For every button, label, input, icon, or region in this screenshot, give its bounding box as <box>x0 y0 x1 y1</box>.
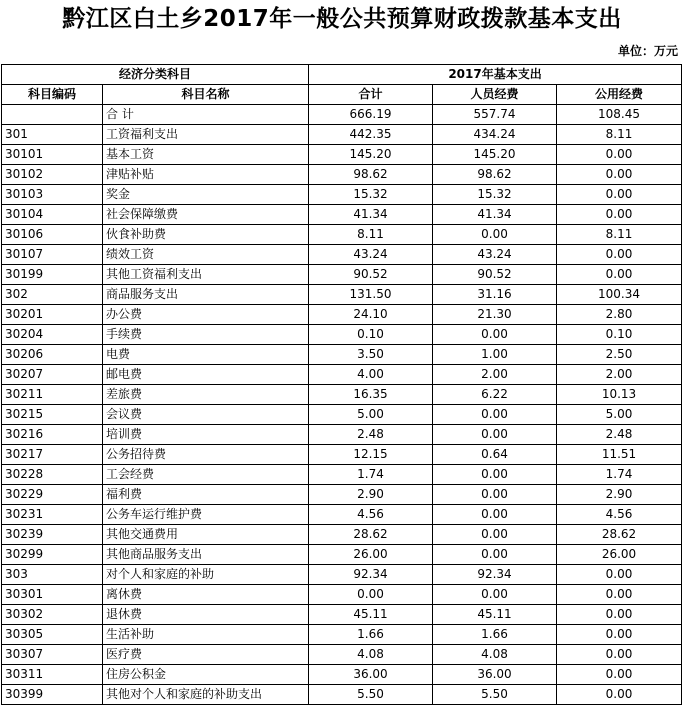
table-row <box>2 345 682 365</box>
budget-table <box>1 64 682 705</box>
row-code: 30216 <box>2 425 103 445</box>
row-name: 津贴补贴 <box>103 165 309 185</box>
row-personnel: 21.30 <box>433 305 557 325</box>
total-public: 108.45 <box>557 105 682 125</box>
row-public: 0.00 <box>557 605 682 625</box>
row-public: 1.74 <box>557 465 682 485</box>
row-public: 0.00 <box>557 205 682 225</box>
row-code: 30207 <box>2 365 103 385</box>
table-row <box>2 485 682 505</box>
row-total: 90.52 <box>309 265 433 285</box>
row-public: 0.00 <box>557 645 682 665</box>
row-code: 30199 <box>2 265 103 285</box>
row-name: 伙食补助费 <box>103 225 309 245</box>
header-public: 公用经费 <box>557 85 682 105</box>
row-name: 公务车运行维护费 <box>103 505 309 525</box>
row-code: 30103 <box>2 185 103 205</box>
row-code: 303 <box>2 565 103 585</box>
row-name: 手续费 <box>103 325 309 345</box>
row-code: 30211 <box>2 385 103 405</box>
table-row <box>2 245 682 265</box>
row-personnel: 0.00 <box>433 585 557 605</box>
row-personnel: 0.00 <box>433 425 557 445</box>
table-row <box>2 685 682 705</box>
row-name: 电费 <box>103 345 309 365</box>
table-row <box>2 185 682 205</box>
row-name: 办公费 <box>103 305 309 325</box>
row-personnel: 145.20 <box>433 145 557 165</box>
header-code: 科目编码 <box>2 85 103 105</box>
row-code: 30206 <box>2 345 103 365</box>
row-total: 1.66 <box>309 625 433 645</box>
row-code: 30302 <box>2 605 103 625</box>
row-name: 其他商品服务支出 <box>103 545 309 565</box>
page-title: 黔江区白土乡2017年一般公共预算财政拨款基本支出 <box>62 6 622 32</box>
table-row <box>2 545 682 565</box>
row-public: 100.34 <box>557 285 682 305</box>
row-code: 30201 <box>2 305 103 325</box>
table-row <box>2 225 682 245</box>
total-row <box>2 105 682 125</box>
row-name: 商品服务支出 <box>103 285 309 305</box>
row-personnel: 0.00 <box>433 545 557 565</box>
row-total: 0.00 <box>309 585 433 605</box>
row-total: 4.08 <box>309 645 433 665</box>
row-total: 3.50 <box>309 345 433 365</box>
row-personnel: 1.00 <box>433 345 557 365</box>
row-public: 0.00 <box>557 565 682 585</box>
unit-label: 单位：万元 <box>617 44 678 58</box>
row-name: 离休费 <box>103 585 309 605</box>
row-name: 奖金 <box>103 185 309 205</box>
header-year-expense: 2017年基本支出 <box>309 65 682 85</box>
row-personnel: 6.22 <box>433 385 557 405</box>
row-personnel: 0.00 <box>433 465 557 485</box>
table-row <box>2 365 682 385</box>
row-code: 30102 <box>2 165 103 185</box>
row-name: 绩效工资 <box>103 245 309 265</box>
row-total: 15.32 <box>309 185 433 205</box>
row-public: 0.00 <box>557 185 682 205</box>
table-row <box>2 465 682 485</box>
row-total: 28.62 <box>309 525 433 545</box>
row-total: 41.34 <box>309 205 433 225</box>
row-total: 5.50 <box>309 685 433 705</box>
row-public: 0.00 <box>557 665 682 685</box>
table-row <box>2 145 682 165</box>
row-name: 工会经费 <box>103 465 309 485</box>
table-row <box>2 305 682 325</box>
row-code: 30307 <box>2 645 103 665</box>
row-public: 11.51 <box>557 445 682 465</box>
table-row <box>2 405 682 425</box>
row-personnel: 15.32 <box>433 185 557 205</box>
row-name: 福利费 <box>103 485 309 505</box>
budget-table-body <box>2 65 682 705</box>
table-row <box>2 205 682 225</box>
row-personnel: 0.00 <box>433 405 557 425</box>
row-public: 8.11 <box>557 125 682 145</box>
row-personnel: 0.00 <box>433 325 557 345</box>
row-public: 2.90 <box>557 485 682 505</box>
row-total: 4.00 <box>309 365 433 385</box>
total-total: 666.19 <box>309 105 433 125</box>
row-total: 5.00 <box>309 405 433 425</box>
row-code: 302 <box>2 285 103 305</box>
table-row <box>2 425 682 445</box>
row-name: 其他对个人和家庭的补助支出 <box>103 685 309 705</box>
row-code: 30305 <box>2 625 103 645</box>
row-name: 医疗费 <box>103 645 309 665</box>
row-public: 2.80 <box>557 305 682 325</box>
header-total: 合计 <box>309 85 433 105</box>
row-total: 145.20 <box>309 145 433 165</box>
row-public: 4.56 <box>557 505 682 525</box>
table-row <box>2 665 682 685</box>
row-personnel: 1.66 <box>433 625 557 645</box>
row-personnel: 5.50 <box>433 685 557 705</box>
row-code: 30399 <box>2 685 103 705</box>
row-public: 0.00 <box>557 165 682 185</box>
row-name: 其他交通费用 <box>103 525 309 545</box>
row-public: 5.00 <box>557 405 682 425</box>
row-total: 43.24 <box>309 245 433 265</box>
row-personnel: 98.62 <box>433 165 557 185</box>
row-personnel: 90.52 <box>433 265 557 285</box>
row-total: 36.00 <box>309 665 433 685</box>
row-total: 12.15 <box>309 445 433 465</box>
row-personnel: 31.16 <box>433 285 557 305</box>
row-code: 30106 <box>2 225 103 245</box>
row-code: 30204 <box>2 325 103 345</box>
row-personnel: 0.00 <box>433 525 557 545</box>
row-personnel: 41.34 <box>433 205 557 225</box>
table-row <box>2 625 682 645</box>
table-row <box>2 585 682 605</box>
row-name: 社会保障缴费 <box>103 205 309 225</box>
row-code: 30229 <box>2 485 103 505</box>
row-public: 10.13 <box>557 385 682 405</box>
row-total: 442.35 <box>309 125 433 145</box>
row-total: 92.34 <box>309 565 433 585</box>
row-public: 0.10 <box>557 325 682 345</box>
table-row <box>2 645 682 665</box>
row-public: 0.00 <box>557 265 682 285</box>
row-code: 30107 <box>2 245 103 265</box>
row-code: 30101 <box>2 145 103 165</box>
table-row <box>2 125 682 145</box>
total-personnel: 557.74 <box>433 105 557 125</box>
row-personnel: 45.11 <box>433 605 557 625</box>
row-public: 0.00 <box>557 585 682 605</box>
table-row <box>2 505 682 525</box>
row-personnel: 0.00 <box>433 225 557 245</box>
table-row <box>2 525 682 545</box>
row-code: 30217 <box>2 445 103 465</box>
table-row <box>2 165 682 185</box>
row-public: 0.00 <box>557 625 682 645</box>
header-name: 科目名称 <box>103 85 309 105</box>
total-name: 合 计 <box>103 105 309 125</box>
table-row <box>2 605 682 625</box>
row-total: 0.10 <box>309 325 433 345</box>
row-code: 30299 <box>2 545 103 565</box>
row-code: 30301 <box>2 585 103 605</box>
table-row <box>2 445 682 465</box>
row-public: 2.00 <box>557 365 682 385</box>
row-total: 45.11 <box>309 605 433 625</box>
total-code <box>2 105 103 125</box>
row-personnel: 434.24 <box>433 125 557 145</box>
row-code: 30228 <box>2 465 103 485</box>
row-name: 会议费 <box>103 405 309 425</box>
row-total: 26.00 <box>309 545 433 565</box>
table-row <box>2 565 682 585</box>
row-personnel: 0.00 <box>433 485 557 505</box>
row-public: 0.00 <box>557 145 682 165</box>
row-personnel: 2.00 <box>433 365 557 385</box>
row-total: 2.90 <box>309 485 433 505</box>
row-public: 0.00 <box>557 245 682 265</box>
row-name: 对个人和家庭的补助 <box>103 565 309 585</box>
header-column-row <box>2 85 682 105</box>
row-total: 8.11 <box>309 225 433 245</box>
row-total: 2.48 <box>309 425 433 445</box>
row-code: 30215 <box>2 405 103 425</box>
row-code: 30104 <box>2 205 103 225</box>
row-public: 2.50 <box>557 345 682 365</box>
row-personnel: 36.00 <box>433 665 557 685</box>
table-row <box>2 325 682 345</box>
row-public: 28.62 <box>557 525 682 545</box>
row-personnel: 43.24 <box>433 245 557 265</box>
row-name: 公务招待费 <box>103 445 309 465</box>
row-public: 8.11 <box>557 225 682 245</box>
row-personnel: 0.64 <box>433 445 557 465</box>
row-total: 98.62 <box>309 165 433 185</box>
row-name: 差旅费 <box>103 385 309 405</box>
row-personnel: 92.34 <box>433 565 557 585</box>
row-public: 0.00 <box>557 685 682 705</box>
row-public: 2.48 <box>557 425 682 445</box>
row-name: 邮电费 <box>103 365 309 385</box>
row-public: 26.00 <box>557 545 682 565</box>
header-econ-category: 经济分类科目 <box>2 65 309 85</box>
row-code: 301 <box>2 125 103 145</box>
row-name: 其他工资福利支出 <box>103 265 309 285</box>
row-total: 4.56 <box>309 505 433 525</box>
row-code: 30231 <box>2 505 103 525</box>
row-total: 131.50 <box>309 285 433 305</box>
row-total: 1.74 <box>309 465 433 485</box>
table-row <box>2 265 682 285</box>
table-row <box>2 285 682 305</box>
row-name: 工资福利支出 <box>103 125 309 145</box>
row-total: 24.10 <box>309 305 433 325</box>
row-personnel: 4.08 <box>433 645 557 665</box>
header-personnel: 人员经费 <box>433 85 557 105</box>
row-name: 基本工资 <box>103 145 309 165</box>
row-name: 培训费 <box>103 425 309 445</box>
row-name: 住房公积金 <box>103 665 309 685</box>
row-code: 30311 <box>2 665 103 685</box>
row-total: 16.35 <box>309 385 433 405</box>
row-code: 30239 <box>2 525 103 545</box>
row-personnel: 0.00 <box>433 505 557 525</box>
header-group-row <box>2 65 682 85</box>
row-name: 退休费 <box>103 605 309 625</box>
table-row <box>2 385 682 405</box>
row-name: 生活补助 <box>103 625 309 645</box>
